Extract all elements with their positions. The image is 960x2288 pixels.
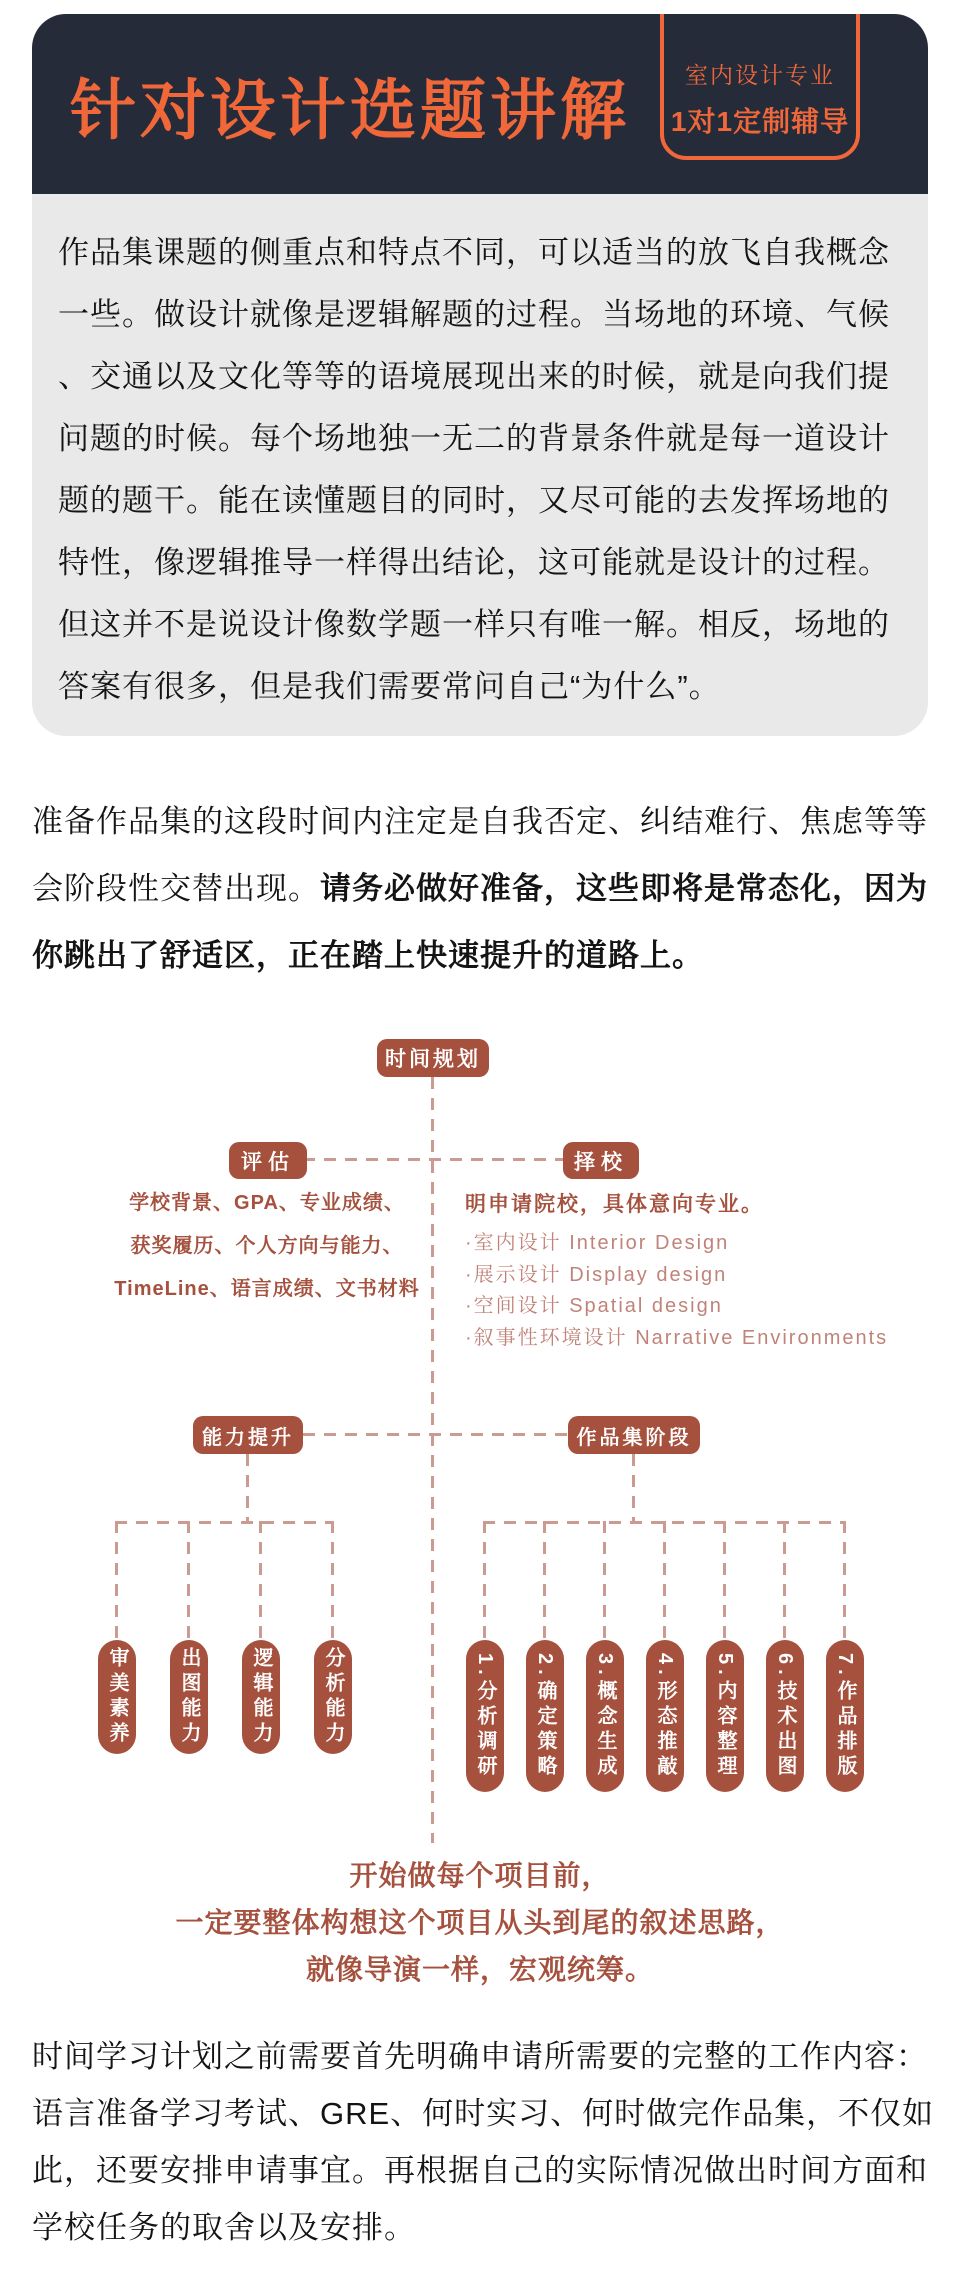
header-banner	[32, 14, 928, 194]
connector-portfolio-drop	[723, 1521, 726, 1640]
flowchart-node-ability: 能力提升	[193, 1416, 303, 1454]
flowchart-node-portfolio-stage: 作品集阶段	[568, 1416, 700, 1454]
major-item: ·室内设计 Interior Design	[465, 1232, 730, 1254]
intro-line: 题的题干。能在读懂题目的同时，又尽可能的去发挥场地的	[58, 483, 890, 518]
major-list	[465, 1228, 935, 1354]
intro-line: 一些。做设计就像是逻辑解题的过程。当场地的环境、气候	[58, 297, 890, 332]
evaluation-line: 获奖履历、个人方向与能力、	[130, 1235, 404, 1257]
portfolio-stage-label: 6.技术出图	[774, 1652, 796, 1780]
intro-line: 作品集课题的侧重点和特点不同，可以适当的放飞自我概念	[58, 235, 890, 270]
intro-line: 特性，像逻辑推导一样得出结论，这可能就是设计的过程。	[58, 545, 890, 580]
time-plan-line: 学校任务的取舍以及安排。	[32, 2210, 416, 2245]
header-badge	[660, 14, 860, 160]
connector-ability-bracket	[115, 1521, 334, 1524]
connector-portfolio-drop	[843, 1521, 846, 1640]
portfolio-stage-bar	[646, 1640, 684, 1792]
intro-line: 问题的时候。每个场地独一无二的背景条件就是每一道设计	[58, 421, 890, 456]
portfolio-stage-label: 5.内容整理	[714, 1652, 736, 1780]
project-note-line: 开始做每个项目前，	[349, 1860, 611, 1891]
ability-bar	[314, 1640, 352, 1754]
connector-portfolio-drop	[543, 1521, 546, 1640]
flowchart-node-evaluation: 评估	[229, 1142, 307, 1179]
connector-portfolio-drop	[663, 1521, 666, 1640]
preparation-line: 准备作品集的这段时间内注定是自我否定、纠结难行、焦虑等等	[32, 804, 928, 839]
preparation-paragraph	[32, 788, 932, 989]
preparation-line-bold: 请务必做好准备，这些即将是常态化，因为	[320, 871, 928, 906]
portfolio-stage-bar	[826, 1640, 864, 1792]
portfolio-stage-label: 1.分析调研	[474, 1652, 496, 1780]
connector-level2-horizontal	[303, 1433, 568, 1436]
preparation-line-normal: 会阶段性交替出现。	[32, 871, 320, 906]
intro-line: 但这并不是说设计像数学题一样只有唯一解。相反，场地的	[58, 607, 890, 642]
ability-bar-label: 分析能力	[322, 1647, 344, 1747]
project-note-line: 一定要整体构想这个项目从头到尾的叙述思路，	[175, 1907, 785, 1938]
portfolio-stage-bar	[706, 1640, 744, 1792]
badge-subtitle: 室内设计专业	[685, 62, 835, 88]
portfolio-stage-bar	[466, 1640, 504, 1792]
preparation-line	[32, 922, 932, 989]
major-item: ·展示设计 Display design	[465, 1263, 728, 1286]
connector-portfolio-stem	[632, 1454, 635, 1522]
badge-title: 1对1定制辅导	[670, 106, 850, 137]
portfolio-stage-bar	[586, 1640, 624, 1792]
ability-bar	[98, 1640, 136, 1754]
connector-ability-drop	[187, 1521, 190, 1640]
major-item: ·空间设计 Spatial design	[465, 1295, 723, 1317]
school-selection-intro: 明申请院校，具体意向专业。	[465, 1193, 764, 1216]
connector-portfolio-drop	[783, 1521, 786, 1640]
connector-level1-horizontal	[303, 1158, 567, 1161]
flowchart-node-time-planning: 时间规划	[377, 1039, 489, 1077]
school-selection-details	[465, 1188, 935, 1354]
portfolio-stage-bar	[526, 1640, 564, 1792]
connector-ability-drop	[259, 1521, 262, 1640]
ability-bar	[242, 1640, 280, 1754]
time-plan-paragraph	[32, 2028, 937, 2256]
time-plan-line: 语言准备学习考试、GRE、何时实习、何时做完作品集，不仅如	[32, 2096, 935, 2131]
connector-trunk-vertical	[431, 1077, 434, 1843]
time-plan-line: 此，还要安排申请事宜。再根据自己的实际情况做出时间方面和	[32, 2153, 928, 2188]
intro-line: 答案有很多，但是我们需要常问自己“为什么”。	[58, 669, 721, 704]
ability-bar-label: 逻辑能力	[250, 1647, 272, 1747]
project-note	[0, 1852, 960, 1993]
portfolio-stage-label: 2.确定策略	[534, 1652, 556, 1780]
evaluation-line: TimeLine、语言成绩、文书材料	[114, 1278, 420, 1300]
portfolio-stage-label: 4.形态推敲	[654, 1652, 676, 1780]
connector-ability-drop	[331, 1521, 334, 1640]
preparation-line-bold: 你跳出了舒适区，正在踏上快速提升的道路上。	[32, 938, 704, 973]
portfolio-stage-bar	[766, 1640, 804, 1792]
evaluation-details	[40, 1182, 494, 1311]
connector-ability-stem	[246, 1454, 249, 1522]
connector-ability-drop	[115, 1521, 118, 1640]
connector-portfolio-drop	[483, 1521, 486, 1640]
portfolio-stage-label: 7.作品排版	[834, 1652, 856, 1780]
major-item: ·叙事性环境设计 Narrative Environments	[465, 1326, 889, 1349]
ability-bar-label: 出图能力	[178, 1647, 200, 1747]
preparation-line	[32, 855, 932, 922]
flowchart-node-school-selection: 择校	[563, 1142, 639, 1179]
portfolio-stage-label: 3.概念生成	[594, 1652, 616, 1780]
project-note-line: 就像导演一样，宏观统筹。	[305, 1954, 654, 1985]
connector-portfolio-drop	[603, 1521, 606, 1640]
ability-bar-label: 审美素养	[106, 1647, 128, 1747]
intro-line: 、交通以及文化等等的语境展现出来的时候，就是向我们提	[58, 359, 890, 394]
evaluation-line: 学校背景、GPA、专业成绩、	[129, 1192, 405, 1214]
page-title: 针对设计选题讲解	[70, 72, 630, 147]
intro-text-box	[32, 194, 928, 736]
connector-portfolio-bracket	[483, 1521, 846, 1524]
ability-bar	[170, 1640, 208, 1754]
time-plan-line: 时间学习计划之前需要首先明确申请所需要的完整的工作内容：	[32, 2039, 928, 2074]
